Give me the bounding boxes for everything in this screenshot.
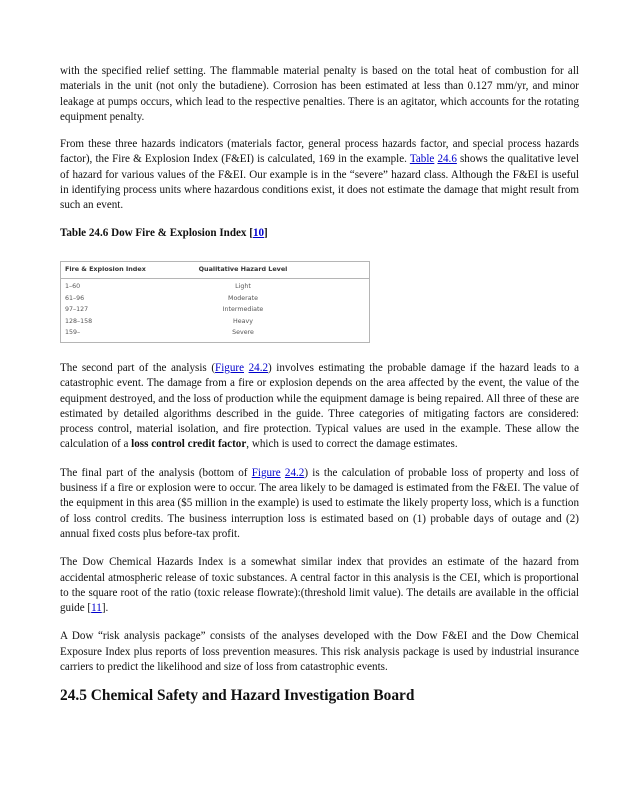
caption-text: Table 24.6 Dow Fire & Explosion Index [	[60, 226, 253, 239]
cell-level: Light	[235, 282, 251, 290]
text-span: ) involves estimating the probable damage if the hazard leads to a catastrophic event. The damage from a fire or explosion depends on the area affected by the event, the value of the equipment destroyed, and the loss of production while the equipment damage is being repaired. All three of these are estimated by detailed algorithms described in the guide. Three categories of mitigating factors are considered: process control, material isolation, and fire protection. Typical values are used in the example. These allow the calculation of a	[60, 361, 580, 451]
paragraph-relief-setting: with the specified relief setting. The flammable material penalty is based on the total heat of combustion for all materials in the unit (not only the butadiene). Corrosion has been estimated at less than 0.127 mm/yr, and minor leakage at pumps occurs, which lead to the respective penalties. There is an agitator, which accounts for the rotating equipment penalty.	[60, 65, 579, 123]
table-row	[61, 316, 369, 328]
table-caption	[60, 226, 579, 241]
text-span: ) is the calculation of probable loss of property and loss of business if a fire or explosion were to occur. The area likely to be damaged is estimated from the F&EI. The value of the equipment in this area ($5 million in the example) is used to estimate the likely property loss, which is a function of loss control credits. The business interruption loss is estimated based on (1) probable days of outage and (2) annual fixed costs plus before-tax profit.	[60, 466, 579, 540]
header-hazard-level: Qualitative Hazard Level	[198, 264, 288, 273]
cell-level: Intermediate	[222, 306, 264, 314]
table-body	[61, 279, 369, 342]
table-row	[61, 304, 369, 316]
table-row	[61, 327, 369, 339]
paragraph-risk-analysis-package: A Dow “risk analysis package” consists of the analyses developed with the Dow F&EI and the Dow Chemical Exposure Index plus reports of loss prevention measures. This risk analysis package is used by industrial insurance carriers to predict the likelihood and size of loss from catastrophic events.	[60, 630, 579, 673]
text-span: The Dow Chemical Hazards Index is a somewhat similar index that provides an estimate of the hazard from accidental atmospheric release of toxic substances. A central factor in this analysis is the CEI, which is proportional to the square root of the ratio (toxic release flowrate):(threshold limit value). The details are available in the official guide [	[60, 556, 579, 615]
cell-level: Severe	[232, 329, 254, 337]
document-page	[60, 64, 579, 704]
cell-fei: 97–127	[65, 306, 89, 314]
figure-number-link[interactable]: 24.2	[284, 466, 305, 479]
reference-link[interactable]: 10	[252, 226, 265, 239]
figure-number-link[interactable]: 24.2	[248, 361, 269, 374]
paragraph-probable-loss	[60, 466, 579, 542]
cell-fei: 128–158	[65, 317, 93, 325]
table-number-link[interactable]: 24.6	[437, 153, 457, 166]
text-span: The final part of the analysis (bottom of	[60, 466, 252, 479]
text-span: , which is used to correct the damage estimates.	[246, 438, 458, 451]
cell-fei: 159–	[65, 329, 81, 337]
table-link[interactable]: Table	[409, 153, 435, 166]
table-row	[61, 293, 369, 305]
paragraph-fei-calculation	[60, 137, 579, 213]
paragraph-chemical-hazards-index	[60, 555, 579, 616]
text-span: ].	[101, 602, 109, 615]
cell-level: Heavy	[233, 317, 253, 325]
paragraph-damage-estimate	[60, 361, 579, 453]
hazard-table	[60, 261, 370, 343]
reference-link[interactable]: 11	[91, 602, 102, 615]
cell-level: Moderate	[228, 294, 258, 302]
text-span: From these three hazards indicators (materials factor, general process hazards factor, and special process hazards factor), the Fire & Explosion Index (F&EI) is calculated, 169 in the example.	[60, 138, 579, 166]
section-heading: 24.5 Chemical Safety and Hazard Investigation Board	[60, 687, 415, 705]
table-header-row	[61, 262, 369, 279]
table-row	[61, 281, 369, 293]
cell-fei: 61–96	[65, 294, 85, 302]
figure-link[interactable]: Figure	[251, 466, 281, 479]
header-fei: Fire & Explosion Index	[65, 264, 146, 273]
cell-fei: 1–60	[65, 282, 81, 290]
figure-link[interactable]: Figure	[215, 361, 244, 374]
caption-close: ]	[264, 226, 268, 239]
text-span: The second part of the analysis (	[60, 361, 216, 374]
text-span: shows the qualitative level of hazard for various values of the F&EI. Our example is in the “severe” hazard class. Although the F&EI is useful in identifying process units where hazardous conditions exist, it does not estimate the damage that might result from such an event.	[60, 153, 579, 212]
bold-term: loss control credit factor	[131, 438, 247, 451]
